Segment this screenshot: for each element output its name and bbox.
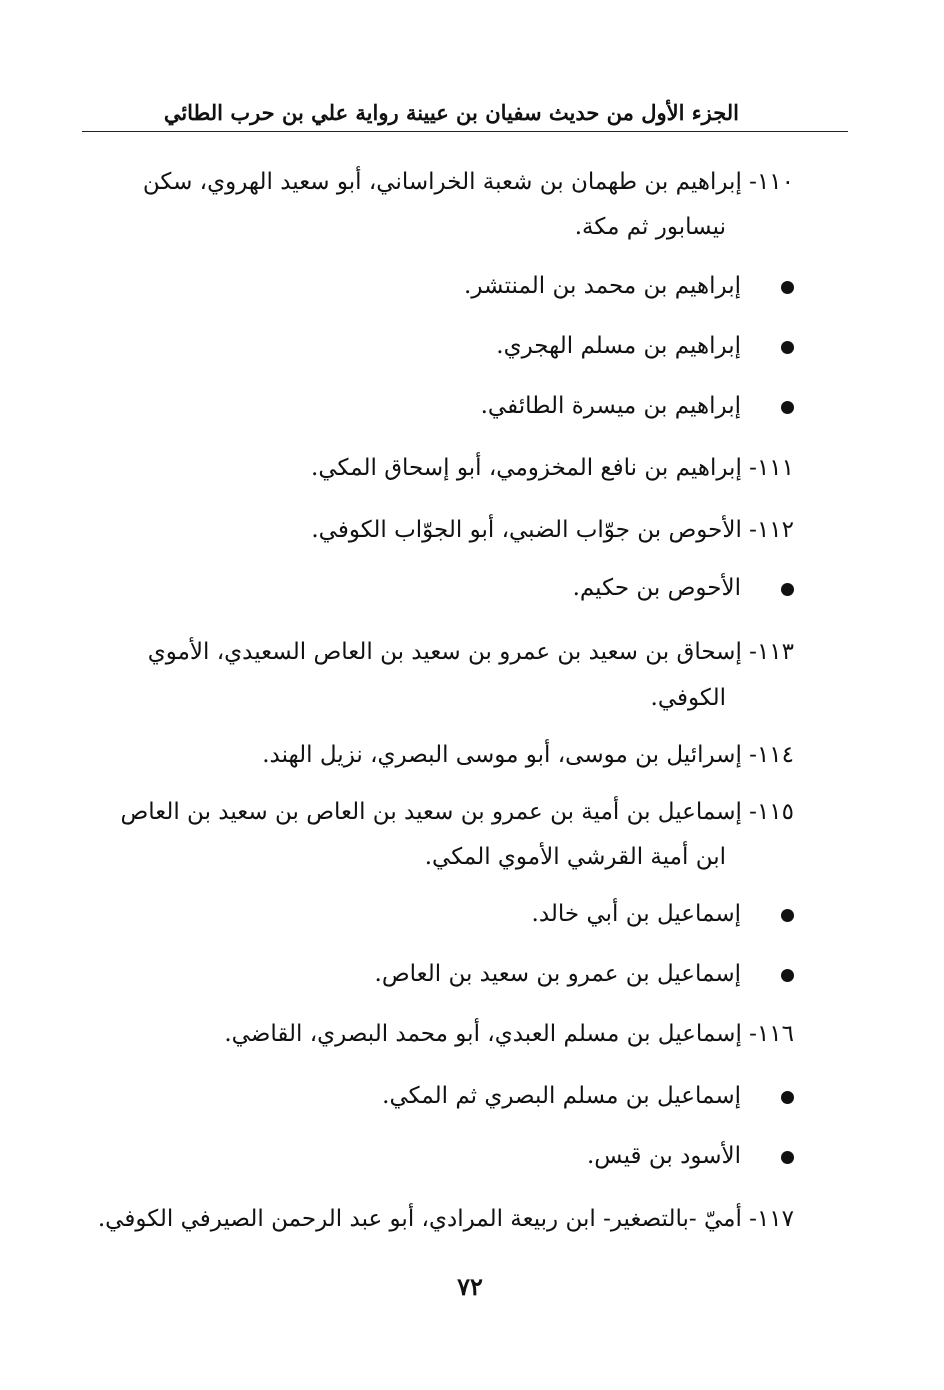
entry-line: ١١١- إبراهيم بن نافع المخزومي، أبو إسحاق المكي. xyxy=(311,455,794,481)
bullet-icon xyxy=(781,1151,794,1164)
bullet-item xyxy=(375,959,794,989)
bullet-icon xyxy=(781,583,794,596)
bullet-item xyxy=(464,271,794,301)
bullet-text: إبراهيم بن ميسرة الطائفي. xyxy=(480,393,741,419)
bullet-item xyxy=(481,391,794,421)
page-number: ٧٢ xyxy=(457,1272,483,1301)
entry-line: ١١٤- إسرائيل بن موسى، أبو موسى البصري، نزيل الهند. xyxy=(262,742,794,768)
entry-continuation: نيسابور ثم مكة. xyxy=(574,214,726,240)
entry-line: ١١٠- إبراهيم بن طهمان بن شعبة الخراساني، أبو سعيد الهروي، سكن xyxy=(142,169,794,195)
entry-line: ١١٧- أميّ -بالتصغير- ابن ربيعة المرادي، أبو عبد الرحمن الصيرفي الكوفي. xyxy=(97,1206,794,1232)
bullet-item xyxy=(496,331,794,361)
bullet-item xyxy=(382,1081,794,1111)
bullet-text: إسماعيل بن أبي خالد. xyxy=(531,901,741,927)
bullet-text: إبراهيم بن محمد بن المنتشر. xyxy=(464,273,741,299)
entry-line: ١١٥- إسماعيل بن أمية بن عمرو بن سعيد بن العاص بن سعيد بن العاص xyxy=(120,799,794,825)
bullet-text: إبراهيم بن مسلم الهجري. xyxy=(496,333,741,359)
bullet-icon xyxy=(781,969,794,982)
entry-line: ١١٦- إسماعيل بن مسلم العبدي، أبو محمد البصري، القاضي. xyxy=(224,1021,794,1047)
bullet-item xyxy=(573,573,794,603)
entry-continuation: ابن أمية القرشي الأموي المكي. xyxy=(424,844,726,870)
bullet-text: إسماعيل بن مسلم البصري ثم المكي. xyxy=(382,1083,741,1109)
bullet-text: الأسود بن قيس. xyxy=(586,1143,741,1169)
bullet-icon xyxy=(781,909,794,922)
entry-line: ١١٣- إسحاق بن سعيد بن عمرو بن سعيد بن العاص السعيدي، الأموي xyxy=(147,639,794,665)
bullet-text: إسماعيل بن عمرو بن سعيد بن العاص. xyxy=(374,961,741,987)
entry-line: ١١٢- الأحوص بن جوّاب الضبي، أبو الجوّاب الكوفي. xyxy=(311,517,794,543)
bullet-icon xyxy=(781,341,794,354)
bullet-item xyxy=(587,1141,794,1171)
bullet-text: الأحوص بن حكيم. xyxy=(572,575,741,601)
bullet-icon xyxy=(781,281,794,294)
bullet-icon xyxy=(781,1091,794,1104)
entry-continuation: الكوفي. xyxy=(650,685,726,711)
bullet-item xyxy=(532,899,794,929)
header-divider xyxy=(82,131,848,132)
bullet-icon xyxy=(781,401,794,414)
running-header: الجزء الأول من حديث سفيان بن عيينة رواية علي بن حرب الطائي xyxy=(163,100,739,125)
